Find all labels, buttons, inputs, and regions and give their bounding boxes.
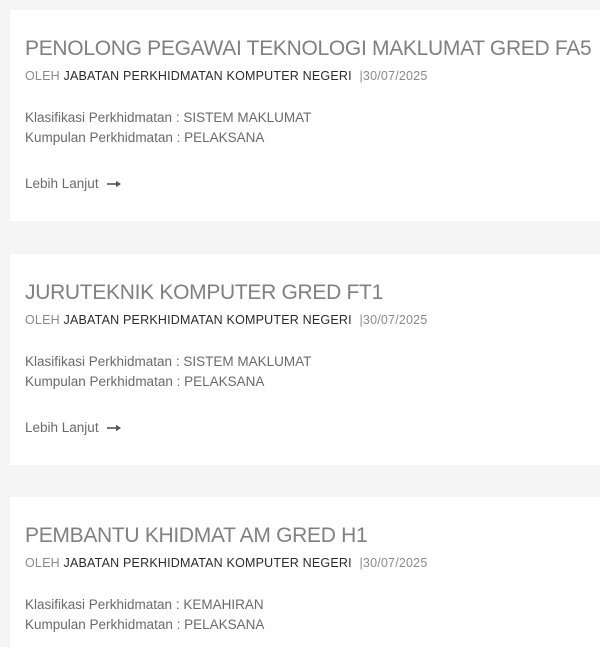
by-label: OLEH (25, 69, 60, 83)
read-more-label: Lebih Lanjut (25, 176, 99, 191)
group-line: Kumpulan Perkhidmatan : PELAKSANA (25, 130, 265, 145)
job-post-card (10, 10, 600, 221)
post-meta (25, 555, 600, 571)
meta-separator: | (359, 556, 363, 570)
post-author[interactable]: JABATAN PERKHIDMATAN KOMPUTER NEGERI (63, 69, 352, 83)
group-line: Kumpulan Perkhidmatan : PELAKSANA (25, 374, 265, 389)
classification-line: Klasifikasi Perkhidmatan : KEMAHIRAN (25, 597, 264, 612)
post-title[interactable]: PEMBANTU KHIDMAT AM GRED H1 (25, 524, 368, 547)
post-excerpt (25, 595, 600, 635)
post-author[interactable]: JABATAN PERKHIDMATAN KOMPUTER NEGERI (63, 556, 352, 570)
post-meta (25, 68, 600, 84)
read-more-link[interactable] (25, 418, 121, 438)
arrow-right-icon (107, 179, 121, 189)
post-date: 30/07/2025 (362, 69, 428, 83)
meta-separator: | (359, 69, 363, 83)
post-excerpt (25, 352, 600, 392)
arrow-right-icon (107, 423, 121, 433)
group-line: Kumpulan Perkhidmatan : PELAKSANA (25, 617, 265, 632)
by-label: OLEH (25, 313, 60, 327)
meta-separator: | (359, 313, 363, 327)
post-author[interactable]: JABATAN PERKHIDMATAN KOMPUTER NEGERI (63, 313, 352, 327)
job-post-card (10, 497, 600, 647)
post-title[interactable]: PENOLONG PEGAWAI TEKNOLOGI MAKLUMAT GRED FA5 (25, 37, 592, 60)
post-date: 30/07/2025 (362, 556, 428, 570)
by-label: OLEH (25, 556, 60, 570)
post-excerpt (25, 108, 600, 148)
post-meta (25, 312, 600, 328)
read-more-link[interactable] (25, 174, 121, 194)
post-date: 30/07/2025 (362, 313, 428, 327)
classification-line: Klasifikasi Perkhidmatan : SISTEM MAKLUMAT (25, 110, 312, 125)
job-post-card (10, 254, 600, 465)
classification-line: Klasifikasi Perkhidmatan : SISTEM MAKLUMAT (25, 354, 312, 369)
post-title[interactable]: JURUTEKNIK KOMPUTER GRED FT1 (25, 281, 383, 304)
read-more-label: Lebih Lanjut (25, 420, 99, 435)
